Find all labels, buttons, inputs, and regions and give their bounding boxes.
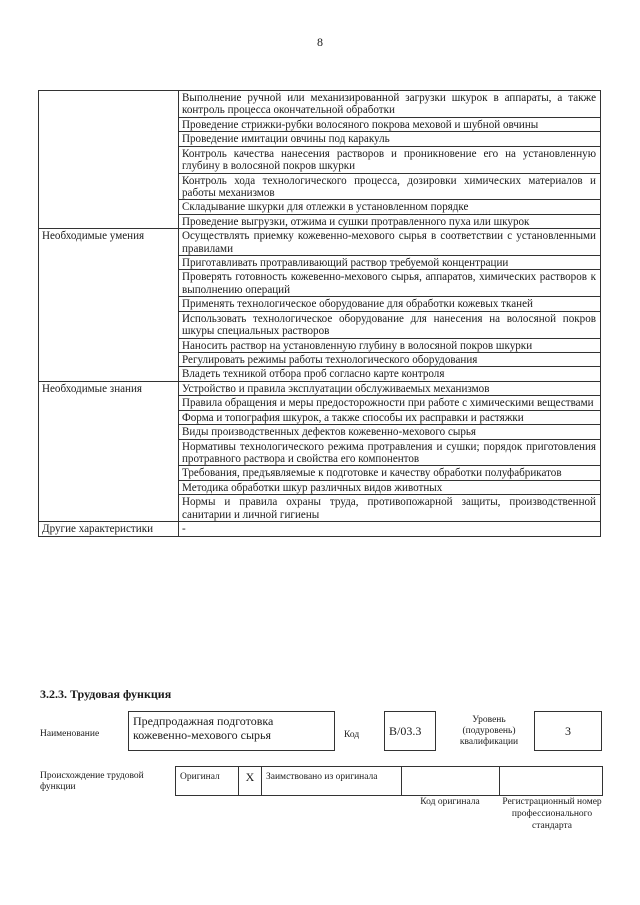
name-box: [128, 711, 335, 751]
code-box: [384, 711, 436, 751]
row-item: Использовать технологическое оборудование для нанесения на волосяной покров шкуры специальных растворов: [179, 311, 601, 338]
row-item: Методика обработки шкур различных видов животных: [179, 480, 601, 494]
reg-number-cell: [500, 767, 603, 796]
row-label: Необходимые умения: [39, 229, 179, 382]
original-mark: X: [239, 767, 262, 796]
row-item: Устройство и правила эксплуатации обслуживаемых механизмов: [179, 381, 601, 395]
row-item: Приготавливать протравливающий раствор требуемой концентрации: [179, 256, 601, 270]
row-item: Форма и топография шкурок, а также способы их расправки и растяжки: [179, 410, 601, 424]
code-value: B/03.3: [389, 724, 422, 738]
row-item: Проведение имитации овчины под каракуль: [179, 132, 601, 146]
row-item: Контроль качества нанесения растворов и проникновение его на установленную глубину в волосяной покров шкурки: [179, 146, 601, 173]
row-item: Складывание шкурки для отлежки в установленном порядке: [179, 200, 601, 214]
origin-table: [175, 766, 603, 796]
row-item: Правила обращения и меры предосторожности при работе с химическими веществами: [179, 396, 601, 410]
name-label: Наименование: [40, 729, 100, 739]
row-item: Контроль хода технологического процесса, дозировки химических материалов и работы механизмов: [179, 173, 601, 200]
table-row: [39, 229, 601, 256]
page-number: 8: [317, 35, 323, 49]
reg-number-caption: Регистрационный номер профессионального стандарта: [502, 797, 602, 831]
row-item: Регулировать режимы работы технологического оборудования: [179, 353, 601, 367]
code-original-caption: Код оригинала: [420, 797, 480, 807]
row-item: -: [179, 522, 601, 536]
row-label: Необходимые знания: [39, 381, 179, 521]
origin-label: Происхождение трудовой функции: [40, 771, 144, 792]
row-item: Требования, предъявляемые к подготовке и качеству обработки полуфабрикатов: [179, 466, 601, 480]
skills-table: [38, 90, 601, 537]
code-original-cell: [402, 767, 500, 796]
table-row: [39, 91, 601, 118]
row-item: Применять технологическое оборудование для обработки кожевых тканей: [179, 297, 601, 311]
row-item: Проведение стрижки-рубки волосяного покрова меховой и шубной овчины: [179, 117, 601, 131]
row-label: [39, 91, 179, 229]
skills-table-body: [39, 91, 601, 537]
row-item: Выполнение ручной или механизированной загрузки шкурок в аппараты, а также контроль процесса окончательной обработки: [179, 91, 601, 118]
level-value: 3: [565, 724, 571, 738]
table-row: [39, 381, 601, 395]
section-title: 3.2.3. Трудовая функция: [40, 687, 172, 701]
row-item: Проверять готовность кожевенно-мехового сырья, аппаратов, химических растворов к выполнению операций: [179, 270, 601, 297]
level-box: [534, 711, 602, 751]
name-value: Предпродажная подготовка кожевенно-мехового сырья: [133, 714, 274, 742]
level-label: Уровень (подуровень) квалификации: [459, 715, 519, 747]
row-item: Виды производственных дефектов кожевенно-мехового сырья: [179, 425, 601, 439]
row-item: Нормы и правила охраны труда, противопожарной защиты, производственной санитарии и личной гигиены: [179, 495, 601, 522]
row-item: Владеть техникой отбора проб согласно карте контроля: [179, 367, 601, 381]
borrowed-label: Заимствовано из оригинала: [262, 767, 402, 796]
row-label: Другие характеристики: [39, 522, 179, 536]
row-item: Нормативы технологического режима протравления и сушки; порядок приготовления протравного раствора и свойства его компонентов: [179, 439, 601, 466]
table-row: [39, 522, 601, 536]
code-label: Код: [344, 730, 360, 740]
row-item: Проведение выгрузки, отжима и сушки протравленного пуха или шкурок: [179, 214, 601, 228]
row-item: Наносить раствор на установленную глубину в волосяной покров шкурки: [179, 338, 601, 352]
original-label: Оригинал: [176, 767, 239, 796]
row-item: Осуществлять приемку кожевенно-мехового сырья в соответствии с установленными правилами: [179, 229, 601, 256]
